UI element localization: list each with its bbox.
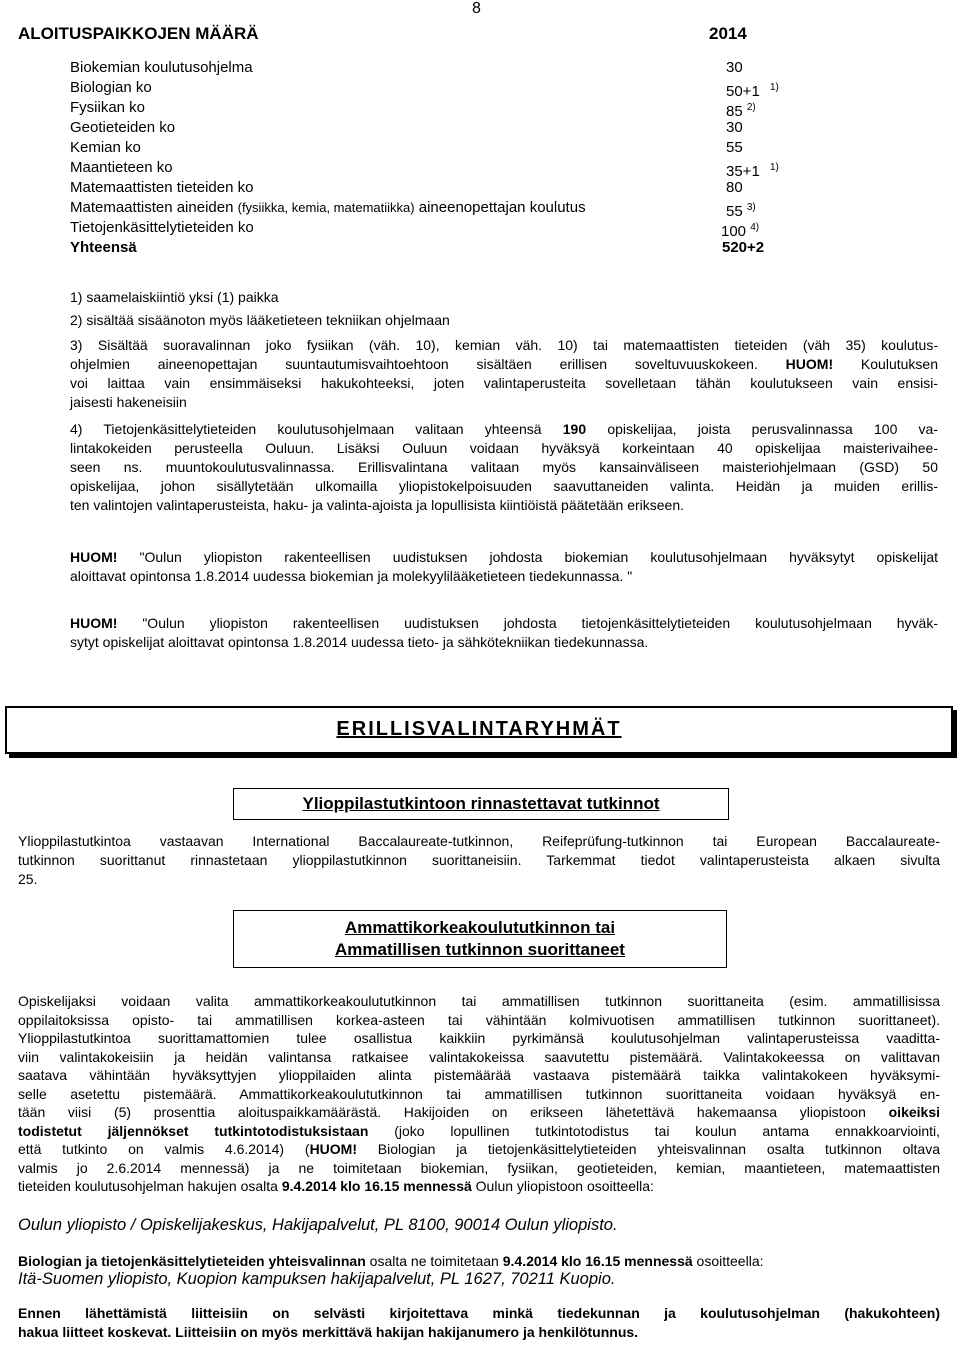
text-line: 25. — [18, 871, 38, 887]
row-name: Fysiikan ko — [70, 99, 146, 116]
row-name: Kemian ko — [70, 139, 141, 156]
row-value-number: 85 — [726, 103, 743, 120]
row-value: 55 — [726, 139, 743, 156]
text-part: että tutkinto on valmis 4.6.2014) ( — [18, 1141, 310, 1157]
text-bold: oikeiksi — [888, 1104, 940, 1120]
text-line — [18, 1252, 940, 1271]
text-line: sytyt opiskelijat aloittavat opintonsa 1.8.2014 uudessa tieto- ja sähkötekniikan tiedekunnassa. — [70, 634, 649, 650]
row-name: Matemaattisten tieteiden ko — [70, 179, 254, 196]
text-line: valmis jo 2.6.2014 mennessä) ja ne toimitetaan biokemian, fysiikan, geotieteiden, kemian, maantieteen, matemaattisten — [18, 1159, 940, 1176]
text-part: 4) Tietojenkäsittelytieteiden koulutusohjelmaan valitaan yhteensä — [70, 421, 563, 437]
text-line — [18, 1177, 940, 1196]
table-title: ALOITUSPAIKKOJEN MÄÄRÄ — [18, 24, 259, 43]
table-row — [70, 118, 830, 138]
text-line — [70, 548, 938, 567]
text-line: hakua liitteet koskevat. Liitteisiin on myös merkittävä hakijan hakijanumero ja henkilötunnus. — [18, 1324, 639, 1340]
row-name-part: (fysiikka, kemia, matematiikka) — [237, 200, 415, 215]
row-value-number: 50+1 — [726, 83, 760, 100]
row-value-number: 100 — [721, 223, 747, 240]
row-footnote-mark: 1) — [769, 162, 779, 173]
row-name-part: aineenopettajan koulutus — [414, 199, 586, 216]
footnote-3 — [70, 336, 938, 412]
text-part: Koulutuksen — [833, 356, 938, 372]
subsection2-body — [18, 992, 940, 1196]
total-label: Yhteensä — [70, 239, 137, 256]
text-line: Ennen lähettämistä liitteisiin on selvästi kirjoitettava minkä tiedekunnan ja koulutusohjelman (hakukohteen) — [18, 1305, 940, 1321]
text-line: oppilaitoksissa opisto- tai ammatillisen korkea-asteen tai vähintään kolmivuotisen ammatillisen tutkinnon suorittaneet). — [18, 1011, 940, 1028]
text-part: ohjelmien aineenopettajan suuntautumisvaihtoehtoon sisältäen erillisen soveltuvuuskokeen. — [70, 356, 786, 372]
notice-biokemia — [70, 548, 938, 586]
text-line: jaisesti hakeneisiin — [70, 394, 187, 410]
row-name: Maantieteen ko — [70, 159, 173, 176]
text-part: opiskelijaa, joista perusvalinnassa 100 va- — [586, 421, 938, 437]
text-part: Biologian ja tietojenkäsittelytieteiden yhteisvalinnan osalta tutkinnon oltava — [357, 1141, 941, 1157]
text-part: "Oulun yliopiston rakenteellisen uudistuksen johdosta tietojenkäsittelytieteiden koulutusohjelmaan hyväk- — [117, 615, 938, 631]
text-line: aloittavat opintonsa 1.8.2014 uudessa biokemian ja molekyylilääketieteen tiedekunnassa. " — [70, 568, 633, 584]
text-part: osoitteella: — [692, 1253, 764, 1269]
table-row — [70, 178, 830, 198]
text-line: selle asetettu pistemäärä. Ammattikorkeakoulututkinnon tai ammatillisen tutkinnon suorittaneita voidaan hyväksyä en- — [18, 1085, 940, 1102]
huom-label: HUOM! — [70, 549, 118, 565]
text-line — [18, 1140, 940, 1159]
row-footnote-mark: 3) — [746, 202, 756, 213]
text-bold: 9.4.2014 klo 16.15 mennessä — [502, 1253, 693, 1269]
text-line — [18, 1103, 940, 1122]
row-value-number: 35+1 — [726, 163, 760, 180]
table-row — [70, 158, 830, 178]
footnote-4 — [70, 420, 938, 515]
text-bold: todistetut jäljennökset tutkintotodistuksistaan — [18, 1122, 369, 1139]
row-value: 80 — [726, 179, 743, 196]
footnote-2: 2) sisältää sisäänoton myös lääketieteen tekniikan ohjelmaan — [70, 312, 450, 328]
text-part: tään viisi (5) prosenttia aloituspaikkamäärästä. Hakijoiden on erikseen lähetettävä hakemaansa yliopistoon — [18, 1104, 889, 1120]
subsection-title: Ylioppilastutkintoon rinnastettavat tutkinnot — [302, 794, 660, 813]
row-name: Biologian ko — [70, 79, 152, 96]
final-instructions — [18, 1304, 940, 1342]
row-value: 30 — [726, 59, 743, 76]
row-value-number: 55 — [726, 203, 743, 220]
table-row — [70, 138, 830, 158]
text-part: tieteiden koulutusohjelman hakujen osalta — [18, 1178, 282, 1194]
table-row — [70, 198, 830, 218]
footnote-1: 1) saamelaiskiintiö yksi (1) paikka — [70, 289, 279, 305]
row-value: 30 — [726, 119, 743, 136]
biology-delivery — [18, 1252, 940, 1271]
text-bold: Biologian ja tietojenkäsittelytieteiden yhteisvalinnan — [18, 1253, 366, 1269]
row-name — [70, 198, 586, 218]
total-value: 520+2 — [722, 239, 765, 256]
section-title-box — [5, 706, 953, 754]
text-line: Ylioppilastutkintoa suorittamattomien tulee osallistua kaikkiin pyrkimänsä koulutusohjelman valintaperusteissa vaadittа- — [18, 1030, 940, 1046]
text-line — [70, 420, 938, 439]
text-line: viin valintakokeisiin ja heidän valintansa ratkaisee valintakokeissa saavutettu pistemäärä. Valintakokeessa on valittavan — [18, 1048, 940, 1065]
address-oulu: Oulun yliopisto / Opiskelijakeskus, Hakijapalvelut, PL 8100, 90014 Oulun yliopisto. — [18, 1216, 618, 1234]
table-row — [70, 98, 830, 118]
text-part: "Oulun yliopiston rakenteellisen uudistuksen johdosta biokemian koulutusohjelmaan hyväksytyt opiskelijat — [117, 549, 938, 565]
address-kuopio: Itä-Suomen yliopisto, Kuopion kampuksen hakijapalvelut, PL 1627, 70211 Kuopio. — [18, 1270, 616, 1288]
text-line: Ylioppilastutkintoa vastaavan International Baccalaureate-tutkinnon, Reifeprüfung-tutkinnon tai European Baccalaureate- — [18, 833, 940, 849]
text-line: lintakokeiden perusteella Ouluun. Lisäksi Ouluun voidaan hyväksyä korkeintaan 40 opiskelijaa maisterivaihee- — [70, 440, 938, 456]
text-bold: 190 — [562, 421, 587, 437]
text-line: saatava vähintään hyväksyttyjen ylioppilaiden alinta pistemäärää vastaava pistemäärä taikka valintakokeen hyväksymi- — [18, 1067, 940, 1083]
text-line: seen ns. muuntokoulutusvalinnassa. Erillisvalintana valitaan myös kansainväliseen maisteriohjelmaan (GSD) 50 — [70, 459, 938, 475]
section-title: ERILLISVALINTARYHMÄT — [336, 718, 622, 740]
page-number: 8 — [472, 0, 481, 17]
subsection1-body — [18, 832, 940, 889]
row-footnote-mark: 4) — [750, 222, 760, 233]
text-line — [70, 355, 938, 374]
text-part: Oulun yliopistoon osoitteella: — [471, 1178, 654, 1194]
text-part: osalta ne toimitetaan — [365, 1253, 503, 1269]
subsection-title-box — [233, 788, 729, 820]
table-row — [70, 58, 830, 78]
text-line — [70, 614, 938, 633]
text-part: (joko lopullinen tutkintotodistus tai koulun antama ennakkoarviointi, — [368, 1122, 941, 1139]
text-line — [18, 1122, 940, 1141]
row-footnote-mark: 1) — [769, 82, 779, 93]
table-year: 2014 — [709, 24, 747, 43]
row-name: Geotieteiden ko — [70, 119, 176, 136]
text-line: voi laittaa vain ensimmäiseksi hakukohteeksi, joten valintaperusteita sovelletaan tähän koulutukseen vain ensisi- — [70, 375, 938, 391]
text-line: Opiskelijaksi voidaan valita ammattikorkeakoulututkinnon tai ammatillisen tutkinnon suorittaneita (esim. ammatillisissa — [18, 993, 940, 1009]
subsection-title-line: Ammattikorkeakoulututkinnon tai — [344, 918, 616, 937]
text-line: ten valintojen valintaperusteista, haku- ja valinta-ajoista ja lopullisista kiintiöistä päätetään erikseen. — [70, 497, 685, 513]
table-row — [70, 218, 830, 238]
table-row — [70, 78, 830, 98]
huom-label: HUOM! — [309, 1141, 357, 1157]
text-line: opiskelijaa, johon sisällytetään ulkomailla yliopistokelpoisuuden saavuttaneiden valinta. Heidän ja muiden erillis- — [70, 478, 938, 494]
huom-label: HUOM! — [785, 356, 834, 372]
table-total-row — [70, 238, 830, 258]
notice-tietojenkasittely — [70, 614, 938, 652]
row-name-part: Matemaattisten aineiden — [70, 199, 238, 216]
row-name: Tietojenkäsittelytieteiden ko — [70, 219, 254, 236]
subsection-title-box — [233, 910, 727, 968]
row-name: Biokemian koulutusohjelma — [70, 59, 253, 76]
huom-label: HUOM! — [70, 615, 118, 631]
subsection-title-line: Ammatillisen tutkinnon suorittaneet — [335, 940, 625, 959]
text-bold: 9.4.2014 klo 16.15 mennessä — [281, 1178, 472, 1194]
text-line: 3) Sisältää suoravalinnan joko fysiikan (väh. 10), kemian väh. 10) tai matemaattisten tieteiden (väh 35) koulutus- — [70, 337, 938, 353]
text-line: tutkinnon suorittanut rinnastetaan ylioppilastutkinnon suorittaneisiin. Tarkemmat tiedot valintaperusteista alkaen sivulta — [18, 852, 940, 868]
row-footnote-mark: 2) — [746, 102, 756, 113]
